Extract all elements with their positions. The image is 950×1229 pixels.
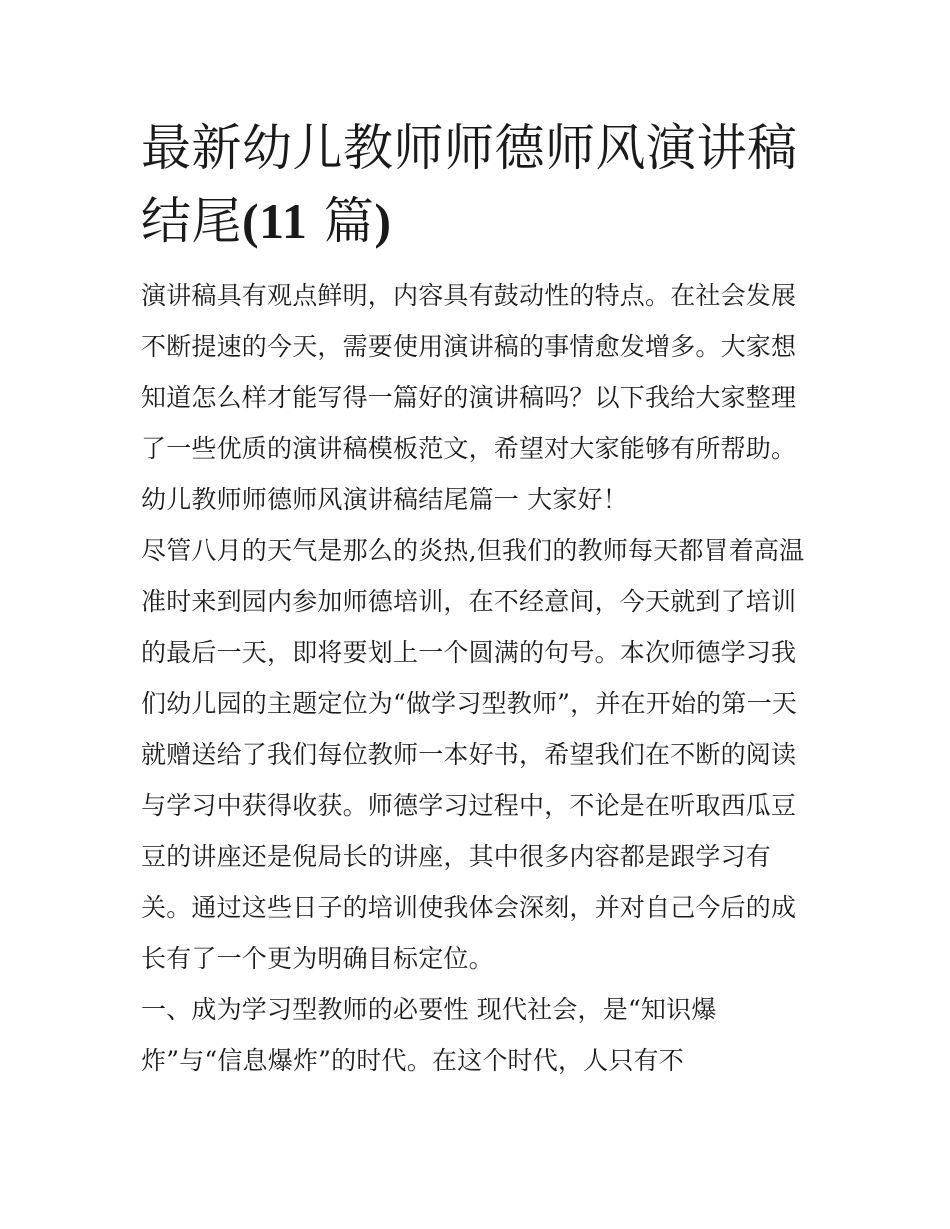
title-line-2-part-a: 结尾	[141, 192, 242, 250]
intro-paragraph: 演讲稿具有观点鲜明，内容具有鼓动性的特点。在社会发展不断提速的今天，需要使用演讲稿的事情愈发增多。大家想知道怎么样才能写得一篇好的演讲稿吗？以下我给大家整理了一些优质的演讲稿模板范文，希望对大家能够有所帮助。	[141, 281, 797, 463]
body-paragraph-continued: 一、成为学习型教师的必要性 现代社会，是“知识爆炸”与“信息爆炸”的时代。在这个时代，人只有不	[141, 995, 717, 1075]
section-heading-paragraph: 幼儿教师师德师风演讲稿结尾篇一 大家好！	[141, 485, 628, 514]
title-line-2-count: (11	[242, 193, 308, 249]
document-title	[141, 112, 813, 258]
title-line-2-part-b: 篇	[307, 192, 375, 250]
title-line-2-close: )	[374, 193, 392, 249]
document-page	[141, 112, 813, 1086]
title-line-1: 最新幼儿教师师德师风演讲稿	[141, 119, 798, 177]
body-paragraph: 尽管八月的天气是那么的炎热,但我们的教师每天都冒着高温准时来到园内参加师德培训，在不经意间，今天就到了培训的最后一天，即将要划上一个圆满的句号。本次师德学习我们幼儿园的主题定位为“做学习型教师”，并在开始的第一天就赠送给了我们每位教师一本好书，希望我们在不断的阅读与学习中获得收获。师德学习过程中，不论是在听取西瓜豆豆的讲座还是倪局长的讲座，其中很多内容都是跟学习有关。通过这些日子的培训使我体会深刻，并对自己今后的成长有了一个更为明确目标定位。	[141, 536, 805, 973]
